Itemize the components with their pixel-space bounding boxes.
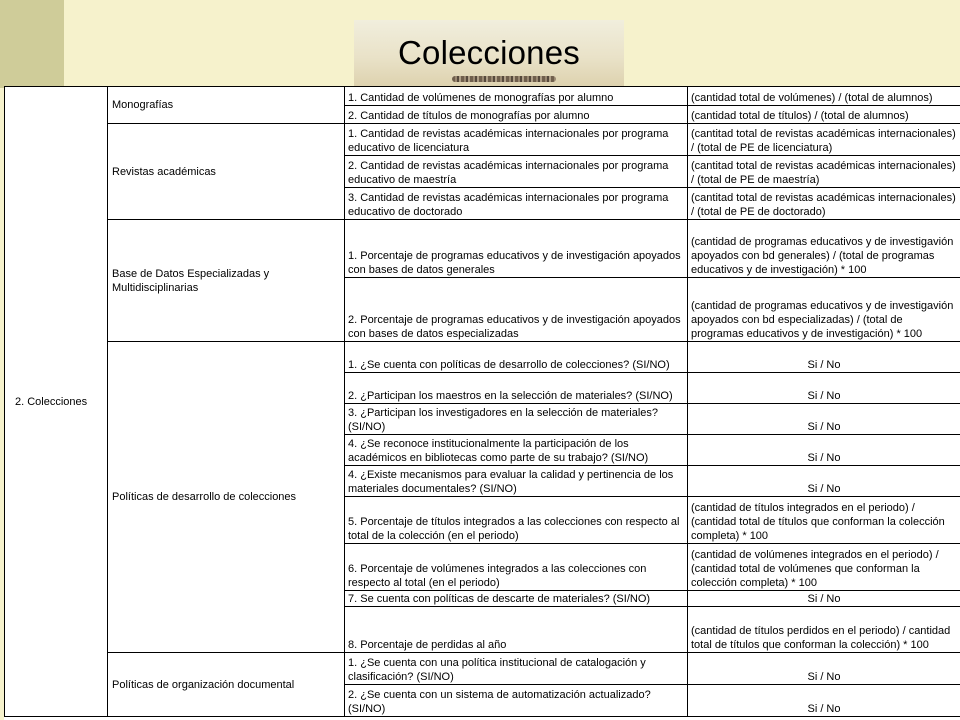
indicator-table-body xyxy=(5,87,960,717)
indicator-cell: 1. Cantidad de volúmenes de monografías por alumno xyxy=(345,87,688,106)
table-row xyxy=(5,87,960,106)
formula-cell: Si / No xyxy=(688,466,960,497)
formula-cell: Si / No xyxy=(688,373,960,404)
indicator-cell: 5. Porcentaje de títulos integrados a las colecciones con respecto al total de la colección (en el periodo) xyxy=(345,497,688,544)
formula-cell: Si / No xyxy=(688,653,960,685)
indicator-cell: 1. ¿Se cuenta con una política institucional de catalogación y clasificación? (SI/NO) xyxy=(345,653,688,685)
formula-cell: (cantidad total de títulos) / (total de alumnos) xyxy=(688,106,960,124)
formula-cell: Si / No xyxy=(688,404,960,435)
formula-cell: (cantitad total de revistas académicas internacionales) / (total de PE de maestría) xyxy=(688,156,960,188)
formula-cell: (cantitad total de revistas académicas internacionales) / (total de PE de doctorado) xyxy=(688,188,960,220)
category-cell: Políticas de desarrollo de colecciones xyxy=(108,342,345,653)
formula-cell: Si / No xyxy=(688,435,960,466)
indicator-cell: 4. ¿Existe mecanismos para evaluar la calidad y pertinencia de los materiales documentales? (SI/NO) xyxy=(345,466,688,497)
section-label-cell: 2. Colecciones xyxy=(5,87,108,717)
formula-cell: (cantidad total de volúmenes) / (total de alumnos) xyxy=(688,87,960,106)
title-card xyxy=(354,20,624,88)
indicator-cell: 1. ¿Se cuenta con políticas de desarrollo de colecciones? (SI/NO) xyxy=(345,342,688,373)
table-row xyxy=(5,220,960,278)
formula-cell: Si / No xyxy=(688,342,960,373)
indicator-table xyxy=(4,86,960,717)
indicator-table-sheet xyxy=(4,86,960,720)
slide-title: Colecciones xyxy=(398,34,580,71)
table-row xyxy=(5,653,960,685)
formula-cell: (cantidad de volúmenes integrados en el periodo) / (cantidad total de volúmenes que conforman la colección completa) * 100 xyxy=(688,544,960,591)
category-cell: Base de Datos Especializadas y Multidisciplinarias xyxy=(108,220,345,342)
indicator-cell: 8. Porcentaje de perdidas al año xyxy=(345,607,688,653)
indicator-cell: 2. ¿Participan los maestros en la selección de materiales? (SI/NO) xyxy=(345,373,688,404)
table-row xyxy=(5,342,960,373)
formula-cell: (cantidad de títulos integrados en el periodo) / (cantidad total de títulos que conforman la colección completa) * 100 xyxy=(688,497,960,544)
formula-cell: (cantitad total de revistas académicas internacionales) / (total de PE de licenciatura) xyxy=(688,124,960,156)
indicator-cell: 2. Porcentaje de programas educativos y de investigación apoyados con bases de datos especializadas xyxy=(345,278,688,342)
indicator-cell: 7. Se cuenta con políticas de descarte de materiales? (SI/NO) xyxy=(345,591,688,607)
formula-cell: (cantidad de programas educativos y de investigavión apoyados con bd especializadas) / (total de programas educativos y de investigación) * 100 xyxy=(688,278,960,342)
corner-accent-block xyxy=(0,0,64,88)
indicator-cell: 2. Cantidad de revistas académicas internacionales por programa educativo de maestría xyxy=(345,156,688,188)
category-cell: Revistas académicas xyxy=(108,124,345,220)
indicator-cell: 2. Cantidad de títulos de monografías por alumno xyxy=(345,106,688,124)
category-cell: Monografías xyxy=(108,87,345,124)
indicator-cell: 1. Porcentaje de programas educativos y de investigación apoyados con bases de datos generales xyxy=(345,220,688,278)
category-cell: Políticas de organización documental xyxy=(108,653,345,717)
indicator-cell: 4. ¿Se reconoce institucionalmente la participación de los académicos en bibliotecas como parte de su trabajo? (SI/NO) xyxy=(345,435,688,466)
indicator-cell: 6. Porcentaje de volúmenes integrados a las colecciones con respecto al total (en el periodo) xyxy=(345,544,688,591)
formula-cell: (cantidad de títulos perdidos en el periodo) / cantidad total de títulos que conforman la colección) * 100 xyxy=(688,607,960,653)
title-underline-decoration xyxy=(452,76,556,82)
formula-cell: (cantidad de programas educativos y de investigavión apoyados con bd generales) / (total de programas educativos y de investigación) * 100 xyxy=(688,220,960,278)
formula-cell: Si / No xyxy=(688,685,960,717)
indicator-cell: 2. ¿Se cuenta con un sistema de automatización actualizado? (SI/NO) xyxy=(345,685,688,717)
indicator-cell: 3. ¿Participan los investigadores en la selección de materiales? (SI/NO) xyxy=(345,404,688,435)
formula-cell: Si / No xyxy=(688,591,960,607)
indicator-cell: 3. Cantidad de revistas académicas internacionales por programa educativo de doctorado xyxy=(345,188,688,220)
table-row xyxy=(5,124,960,156)
indicator-cell: 1. Cantidad de revistas académicas internacionales por programa educativo de licenciatura xyxy=(345,124,688,156)
